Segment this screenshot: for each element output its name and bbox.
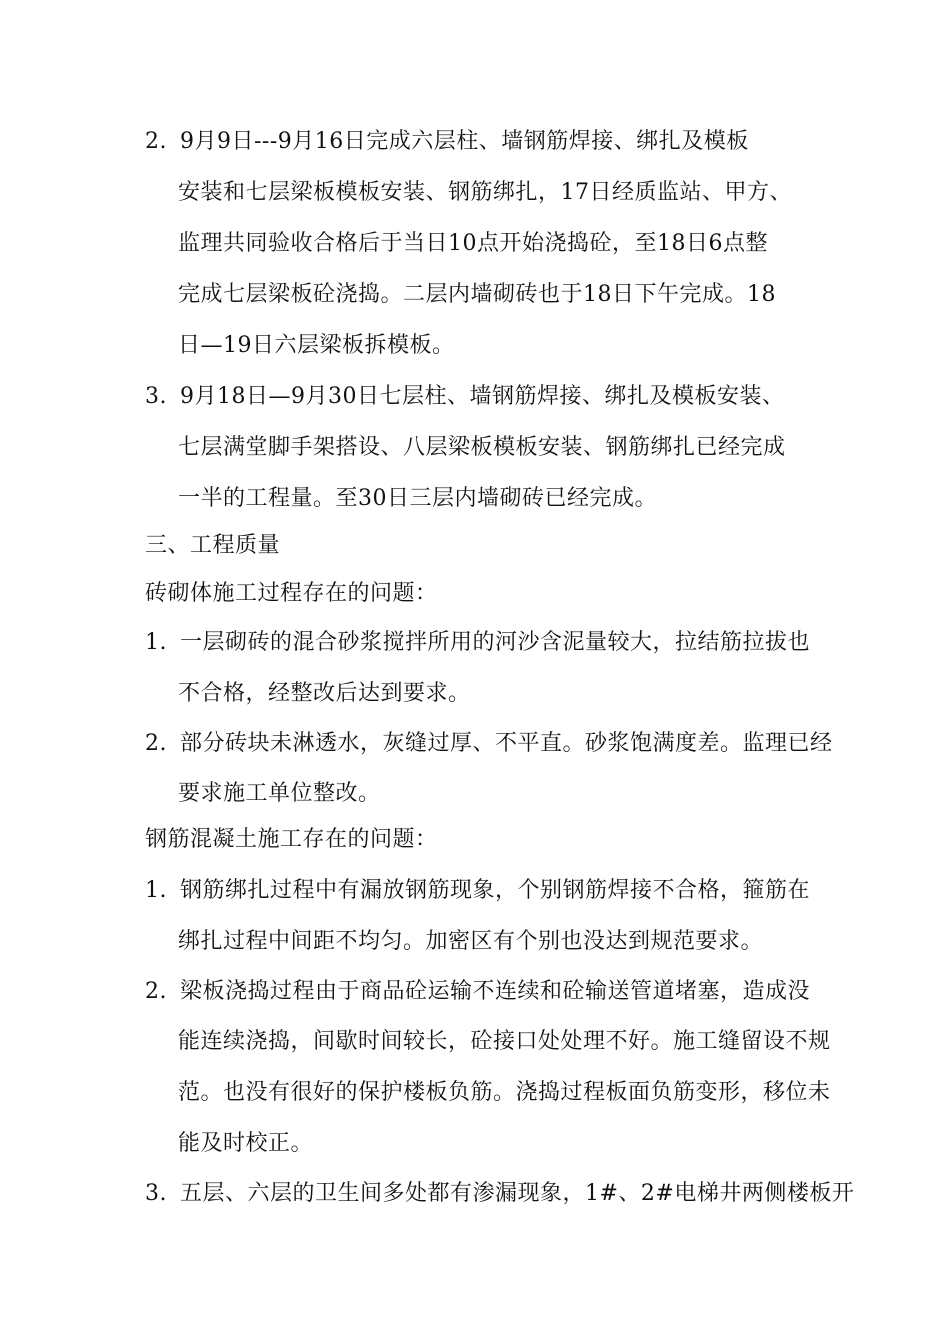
list-item-line: 七层满堂脚手架搭设、八层梁板模板安装、钢筋绑扎已经完成 (178, 435, 786, 460)
list-item-line: 部分砖块未淋透水，灰缝过厚、不平直。砂浆饱满度差。监理已经 (180, 731, 833, 756)
list-number: 2. (145, 129, 167, 154)
list-item-line: 梁板浇捣过程由于商品砼运输不连续和砼输送管道堵塞，造成没 (180, 979, 811, 1004)
list-item-line: 能连续浇捣，间歇时间较长，砼接口处处理不好。施工缝留设不规 (178, 1029, 831, 1054)
list-number: 3. (145, 1181, 167, 1206)
list-item-line: 一半的工程量。至30日三层内墙砌砖已经完成。 (178, 486, 657, 511)
list-item-line: 监理共同验收合格后于当日10点开始浇捣砼，至18日6点整 (178, 231, 768, 256)
list-number: 1. (145, 878, 167, 903)
list-item-line: 范。也没有很好的保护楼板负筋。浇捣过程板面负筋变形，移位未 (178, 1080, 831, 1105)
concrete-heading: 钢筋混凝土施工存在的问题： (145, 827, 438, 852)
list-number: 2. (145, 979, 167, 1004)
list-number: 3. (145, 384, 167, 409)
list-item-line: 钢筋绑扎过程中有漏放钢筋现象，个别钢筋焊接不合格，箍筋在 (180, 878, 811, 903)
list-item-line: 能及时校正。 (178, 1131, 314, 1156)
list-number: 1. (145, 630, 167, 655)
list-item-line: 9月9日---9月16日完成六层柱、墙钢筋焊接、绑扎及模板 (180, 129, 749, 154)
list-item-line: 不合格，经整改后达到要求。 (178, 681, 471, 706)
list-item-line: 安装和七层梁板模板安装、钢筋绑扎，17日经质监站、甲方、 (178, 180, 792, 205)
list-item-line: 9月18日—9月30日七层柱、墙钢筋焊接、绑扎及模板安装、 (180, 384, 785, 409)
list-number: 2. (145, 731, 167, 756)
list-item-line: 日—19日六层梁板拆模板。 (178, 333, 455, 358)
list-item-line: 绑扎过程中间距不均匀。加密区有个别也没达到规范要求。 (178, 929, 764, 954)
section-title: 三、工程质量 (145, 533, 281, 558)
list-item-line: 要求施工单位整改。 (178, 781, 381, 806)
list-item-line: 一层砌砖的混合砂浆搅拌所用的河沙含泥量较大，拉结筋拉拔也 (180, 630, 811, 655)
list-item-line: 五层、六层的卫生间多处都有渗漏现象，1#、2#电梯井两侧楼板开 (180, 1181, 855, 1206)
list-item-line: 完成七层梁板砼浇捣。二层内墙砌砖也于18日下午完成。18 (178, 282, 776, 307)
masonry-heading: 砖砌体施工过程存在的问题： (145, 581, 438, 606)
